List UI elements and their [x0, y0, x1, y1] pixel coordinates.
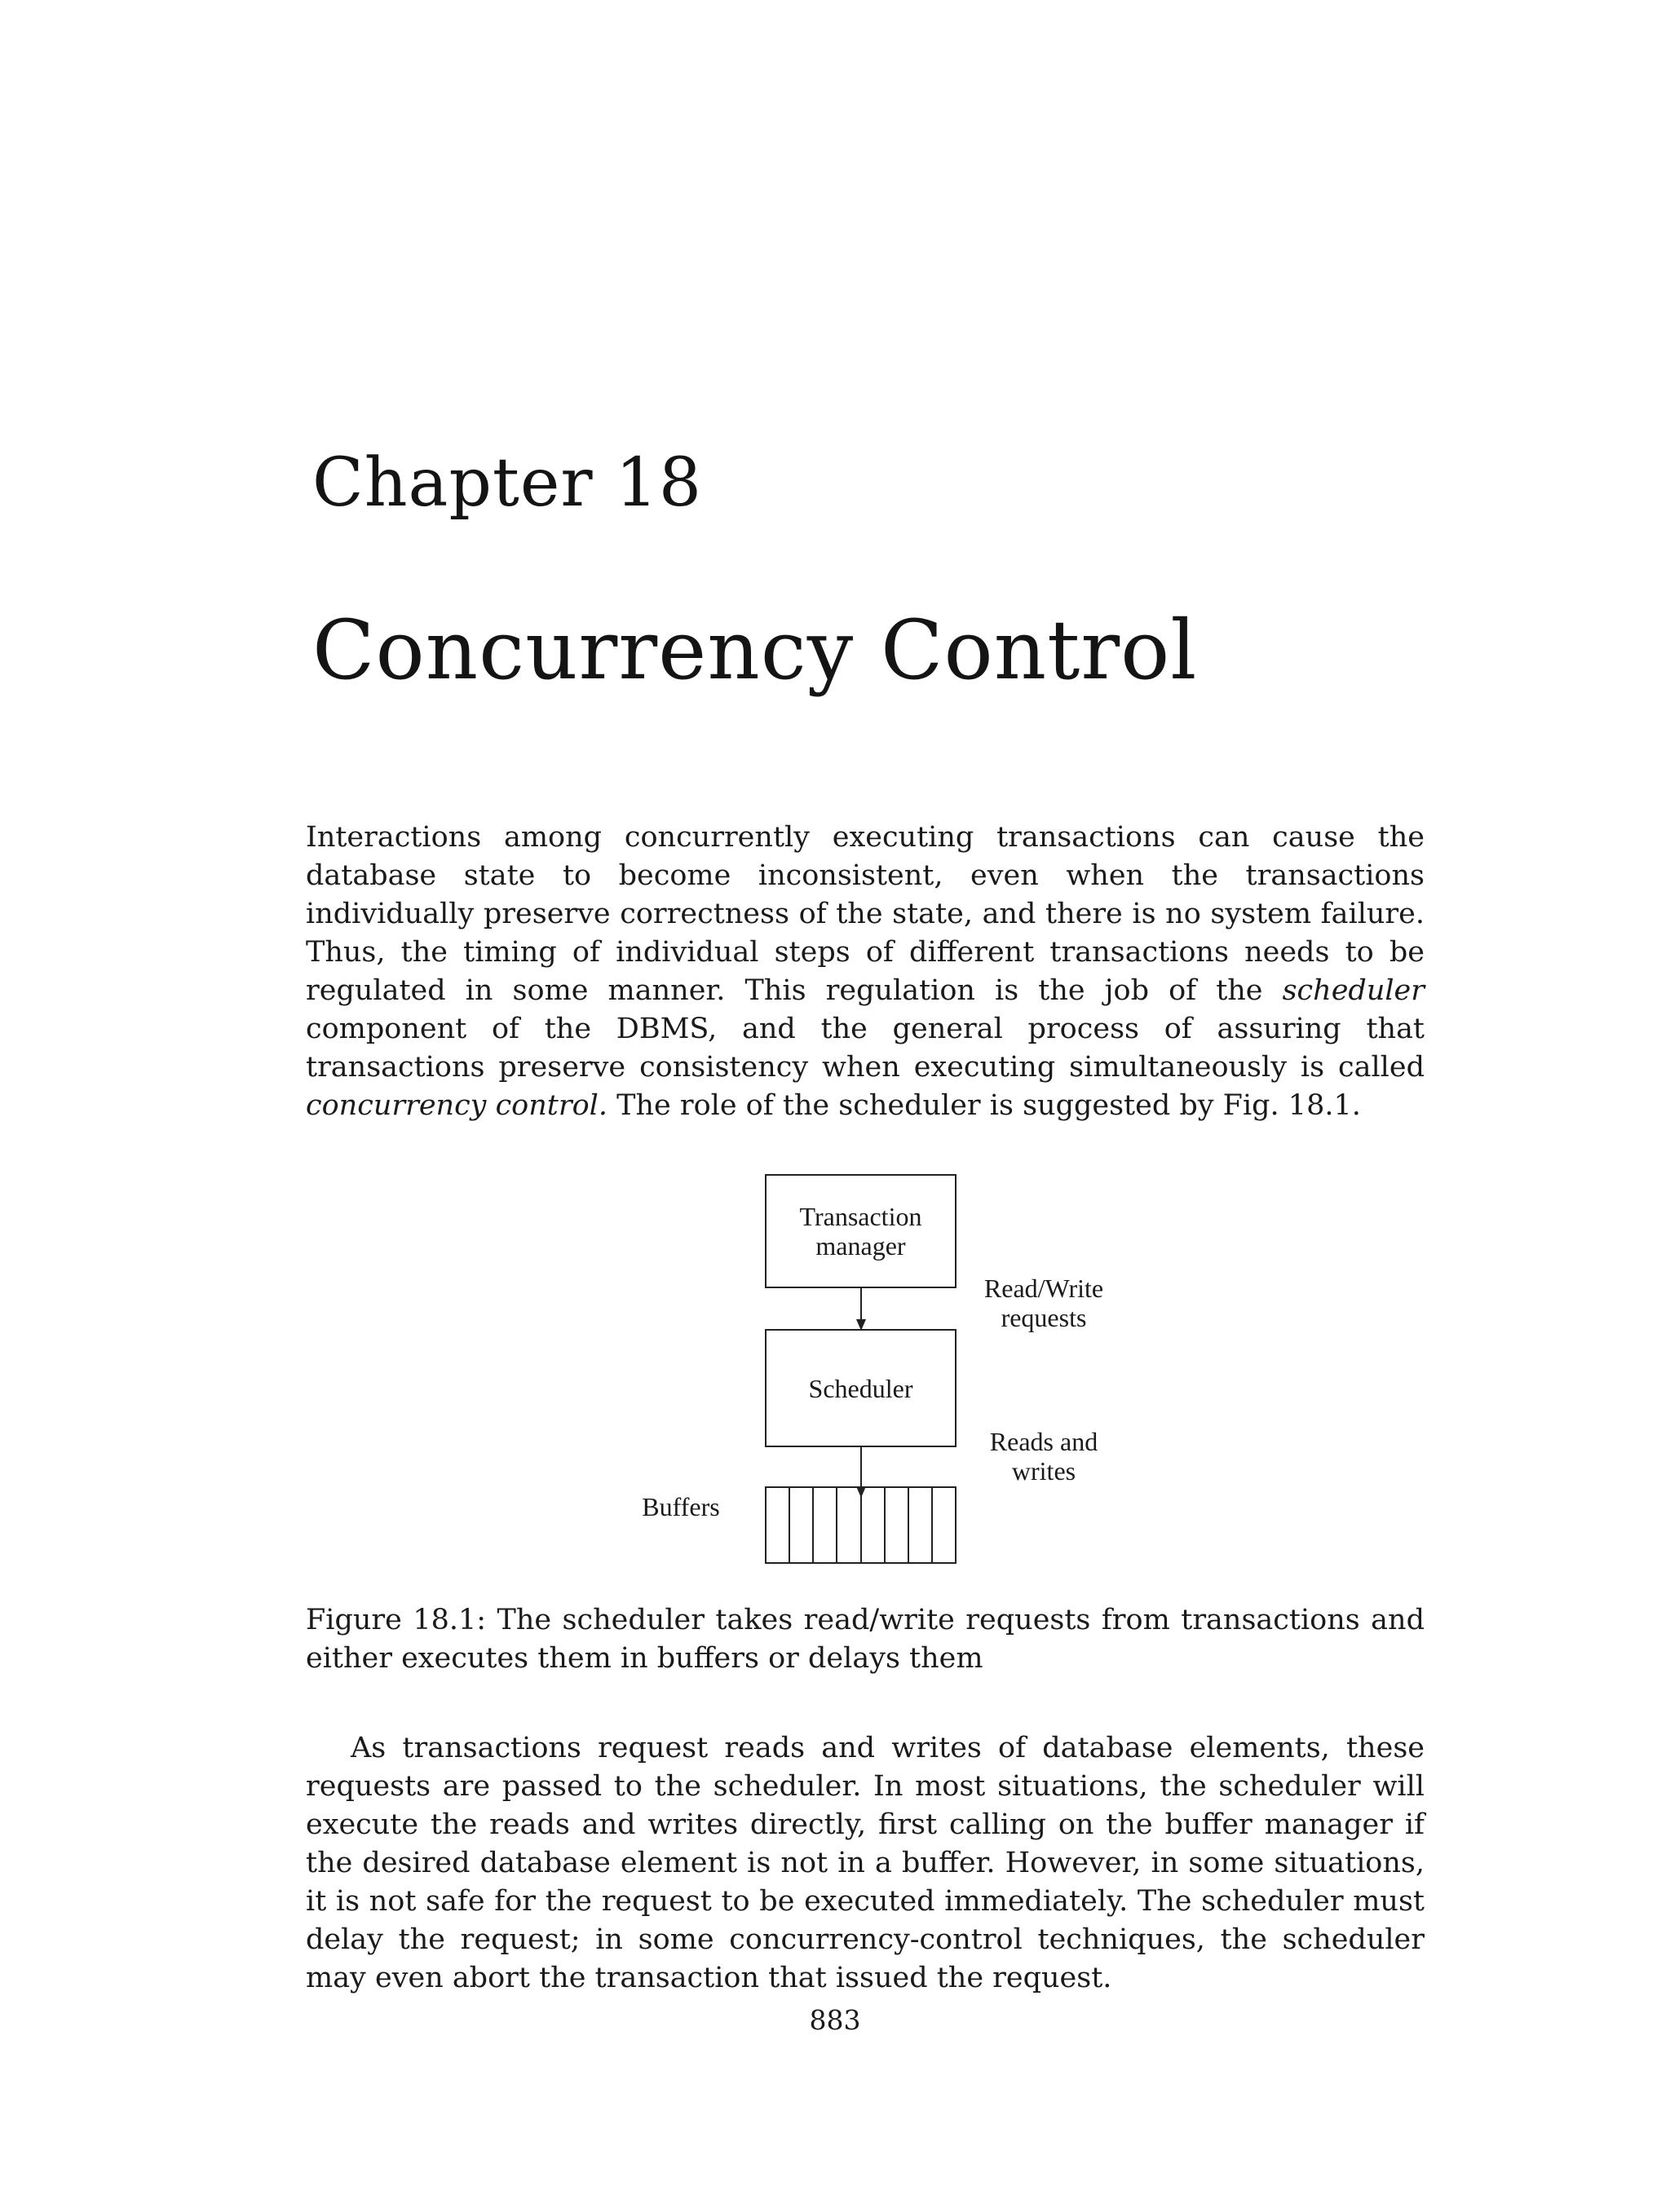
- read-write-requests-label: [974, 1274, 1113, 1332]
- buffer-cell: [790, 1488, 814, 1562]
- intro-text-2: component of the DBMS, and the general process of assuring that transactions preserve consistency when executing simultaneously is called: [306, 1013, 1425, 1084]
- arrow-tm-to-scheduler: [860, 1288, 862, 1321]
- scheduler-figure: [571, 1174, 1158, 1565]
- transaction-manager-label-line1: Transaction: [799, 1202, 922, 1231]
- buffer-cell: [862, 1488, 886, 1562]
- term-scheduler: scheduler: [1282, 974, 1425, 1007]
- intro-text-1: Interactions among concurrently executing transactions can cause the database state to become inconsistent, even when the transactions individually preserve correctness of the state, and there is no system failure. Thus, the timing of individual steps of different transactions needs to be regulated in some manner. This regulation is the job of the: [306, 821, 1425, 1007]
- transaction-manager-box: [765, 1174, 956, 1288]
- scheduler-label: Scheduler: [808, 1373, 913, 1403]
- term-concurrency-control: concurrency control.: [306, 1089, 607, 1122]
- buffers-label: Buffers: [642, 1492, 720, 1521]
- buffer-cell: [933, 1488, 955, 1562]
- reads-writes-line1: Reads and: [989, 1427, 1098, 1456]
- chapter-label: Chapter 18: [312, 444, 703, 522]
- intro-paragraph: [306, 819, 1425, 1125]
- reads-writes-line2: writes: [1011, 1456, 1076, 1486]
- buffer-cell: [814, 1488, 837, 1562]
- buffer-cell: [837, 1488, 861, 1562]
- buffer-cell: [767, 1488, 790, 1562]
- figure-caption: Figure 18.1: The scheduler takes read/write requests from transactions and either executes them in buffers or delays them: [306, 1604, 1425, 1675]
- read-write-requests-line1: Read/Write: [983, 1274, 1104, 1303]
- reads-writes-label: [974, 1427, 1113, 1486]
- arrow-scheduler-to-buffers: [860, 1447, 862, 1488]
- intro-text-3: The role of the scheduler is suggested by Fig. 18.1.: [607, 1089, 1361, 1122]
- buffer-cell: [909, 1488, 933, 1562]
- buffers-array: [765, 1486, 956, 1564]
- scheduler-box: [765, 1329, 956, 1447]
- page-number: 883: [809, 2004, 861, 2036]
- buffer-cell: [886, 1488, 909, 1562]
- read-write-requests-line2: requests: [1001, 1303, 1087, 1332]
- second-paragraph: As transactions request reads and writes of database elements, these requests are passed to the scheduler. In most situations, the scheduler will execute the reads and writes directly, first calling on the buffer manager if the desired database element is not in a buffer. However, in some situations, it is not safe for the request to be executed immediately. The scheduler must delay the request; in some concurrency-control techniques, the scheduler may even abort the transaction that issued the request.: [306, 1732, 1425, 1994]
- transaction-manager-label-line2: manager: [815, 1231, 906, 1261]
- chapter-title: Concurrency Control: [312, 603, 1198, 698]
